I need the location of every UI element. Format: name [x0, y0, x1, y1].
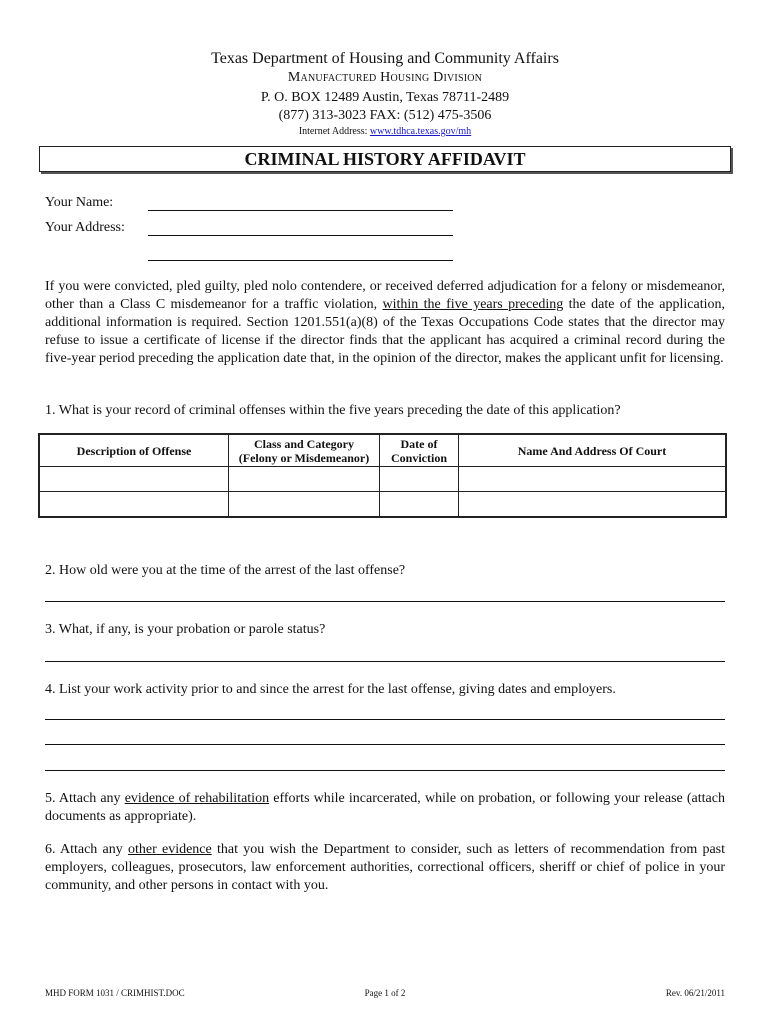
offense-table [39, 434, 726, 517]
form-title: CRIMINAL HISTORY AFFIDAVIT [39, 146, 731, 172]
q5-text-2: efforts while incarcerated, while on probation, or following your release (attach documents as appropriate). [45, 791, 725, 824]
internet-link[interactable]: www.tdhca.texas.gov/mh [369, 126, 472, 137]
table-cell[interactable] [229, 467, 380, 492]
q5-emphasis: evidence of rehabilitation [124, 791, 270, 806]
col-date-line1: Date of [400, 436, 438, 451]
table-cell[interactable] [459, 467, 726, 492]
col-class-category [229, 435, 380, 467]
col-date-line2: Conviction [390, 450, 447, 465]
internet-address [0, 126, 770, 137]
q6-emphasis: other evidence [127, 842, 212, 857]
address-field-line1[interactable] [148, 235, 453, 236]
question-4: 4. List your work activity prior to and since the arrest for the last offense, giving dates and employers. [45, 682, 616, 697]
col-class-line2: (Felony or Misdemeanor) [238, 450, 370, 465]
table-row [40, 492, 726, 517]
col-court: Name And Address Of Court [459, 435, 726, 467]
internet-label: Internet Address: [298, 126, 370, 137]
address-field-line2[interactable] [148, 260, 453, 261]
question-5 [45, 790, 725, 826]
table-cell[interactable] [40, 467, 229, 492]
address-label: Your Address: [45, 220, 125, 235]
table-cell[interactable] [229, 492, 380, 517]
answer-line-q4[interactable] [45, 719, 725, 720]
question-3: 3. What, if any, is your probation or parole status? [45, 622, 326, 637]
col-date-conviction [380, 435, 459, 467]
col-class-line1: Class and Category [253, 436, 354, 451]
answer-line-q2[interactable] [45, 601, 725, 602]
intro-emphasis: within the five years preceding [382, 297, 564, 312]
name-field[interactable] [148, 210, 453, 211]
table-cell[interactable] [380, 467, 459, 492]
form-number: MHD FORM 1031 / CRIMHIST.DOC [45, 988, 185, 998]
division-name: Manufactured Housing Division [287, 70, 483, 85]
agency-name: Texas Department of Housing and Community Affairs [211, 50, 559, 67]
question-2: 2. How old were you at the time of the arrest of the last offense? [45, 563, 406, 578]
table-cell[interactable] [40, 492, 229, 517]
mailing-address: P. O. BOX 12489 Austin, Texas 78711-2489 [260, 90, 510, 105]
table-row [40, 467, 726, 492]
q6-text-2: that you wish the Department to consider, such as letters of recommendation from past employers, colleagues, prosecutors, law enforcement authorities, correctional officers, sheriff or chief of police in your community, and other persons in contact with you. [45, 842, 725, 893]
col-description: Description of Offense [40, 435, 229, 467]
phone-fax: (877) 313-3023 FAX: (512) 475-3506 [278, 108, 492, 123]
answer-line-q3[interactable] [45, 661, 725, 662]
answer-line-q4[interactable] [45, 770, 725, 771]
intro-text-2: the date of the application, additional information is required. Section 1201.551(a)(8) of the Texas Occupations Code states that the director may refuse to issue a certificate of license if the director finds that the applicant has acquired a criminal record during the five-year period preceding the application date that, in the opinion of the director, makes the applicant unfit for licensing. [45, 297, 725, 366]
table-header-row [40, 435, 726, 467]
intro-paragraph [45, 278, 725, 368]
question-6 [45, 841, 725, 895]
q5-text-1: 5. Attach any [45, 791, 125, 806]
name-label: Your Name: [45, 195, 114, 210]
answer-line-q4[interactable] [45, 744, 725, 745]
table-cell[interactable] [459, 492, 726, 517]
intro-text-1: If you were convicted, pled guilty, pled nolo contendere, or received deferred adjudication for a felony or misdemeanor, other than a Class C misdemeanor for a traffic violation, [45, 279, 725, 312]
q6-text-1: 6. Attach any [45, 842, 128, 857]
revision-date: Rev. 06/21/2011 [665, 988, 725, 998]
question-1: 1. What is your record of criminal offenses within the five years preceding the date of this application? [45, 403, 621, 418]
table-cell[interactable] [380, 492, 459, 517]
page-number: Page 1 of 2 [364, 988, 406, 998]
